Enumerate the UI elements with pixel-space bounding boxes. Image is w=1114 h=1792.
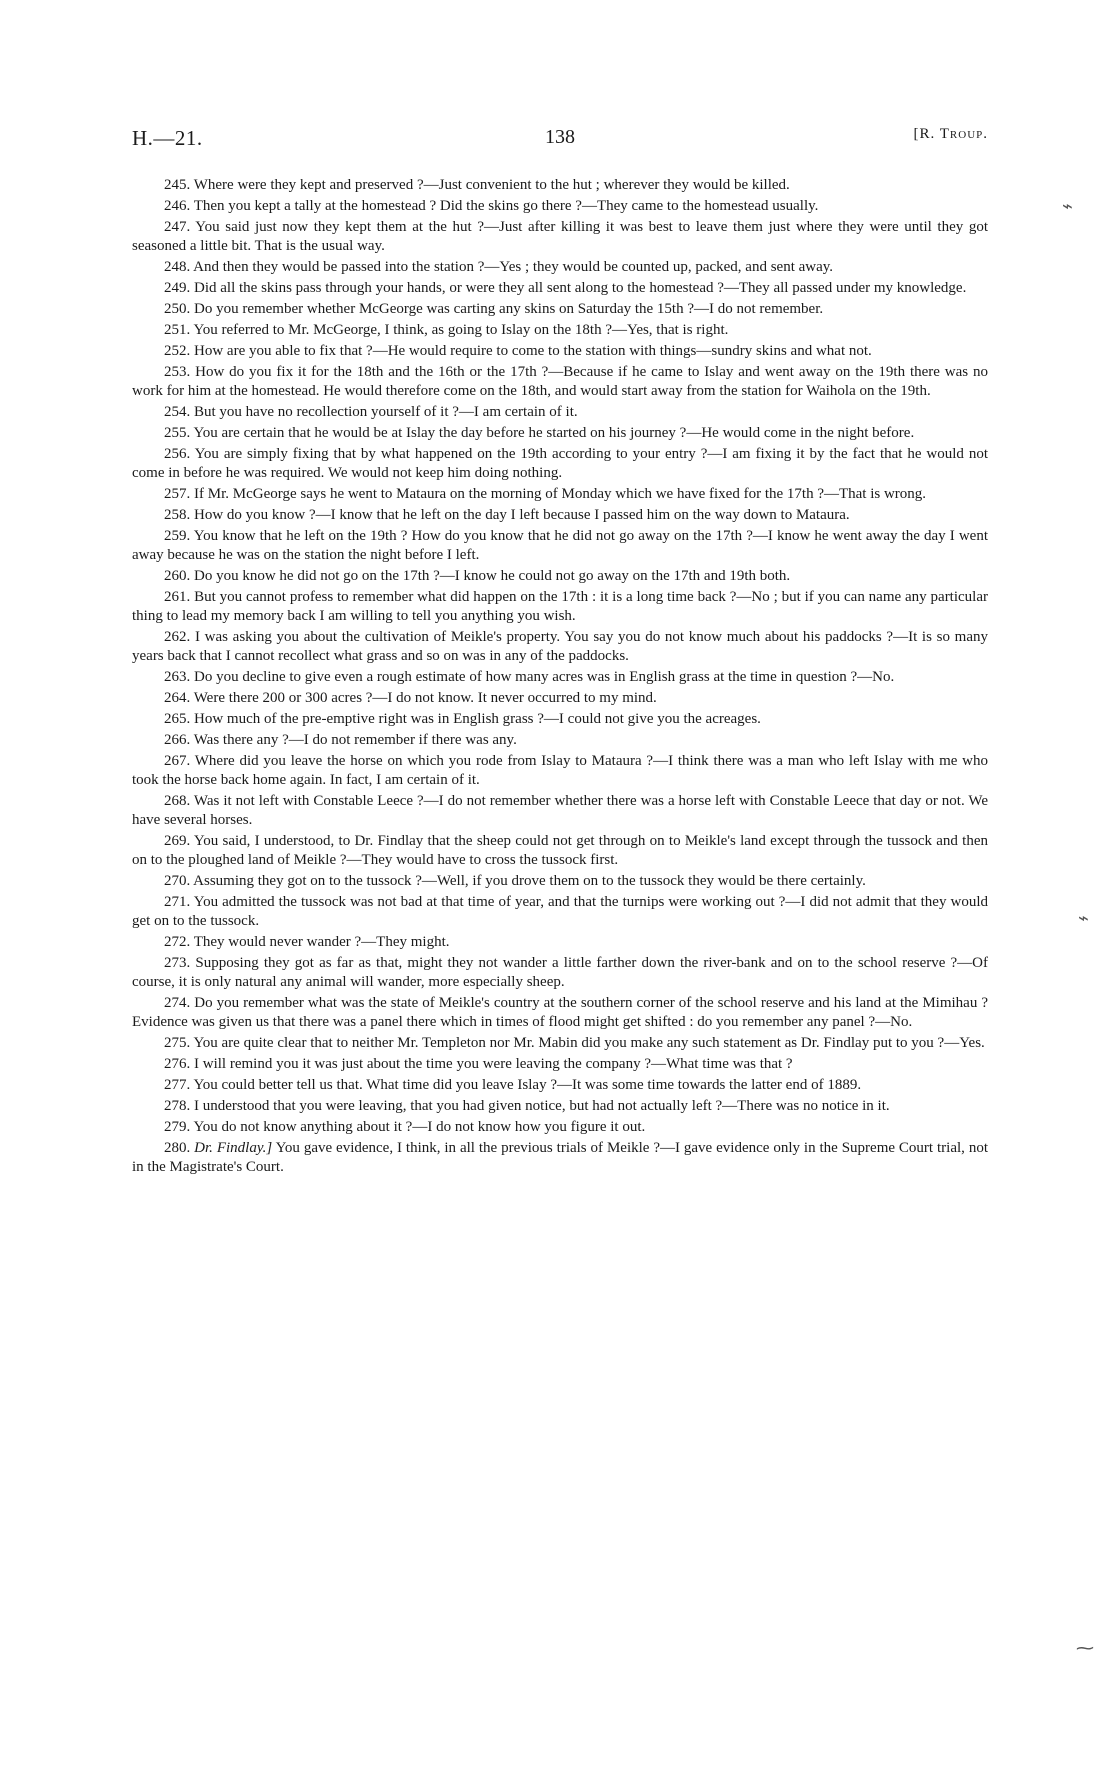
testimony-entry: 273. Supposing they got as far as that, might they not wander a little farther down the river-bank and on to the school reserve ?—Of course, it is only natural any animal will wander, more especially sheep. [132,955,988,990]
testimony-entry: 261. But you cannot profess to remember what did happen on the 17th : it is a long time back ?—No ; but if you can name any particular thing to lead my memory back I am willing to tell you anything you wish. [132,589,988,624]
margin-annotation-mark: ⌁ [1062,196,1073,217]
testimony-body [132,176,988,1177]
testimony-entry: 271. You admitted the tussock was not bad at that time of year, and that the turnips were working out ?—I did not admit that they would get on to the tussock. [132,894,988,929]
testimony-entry: 252. How are you able to fix that ?—He would require to come to the station with things—sundry skins and what not. [164,343,872,359]
testimony-entry-speaker [132,1139,988,1177]
page-number: 138 [545,126,575,148]
testimony-entry: 260. Do you know he did not go on the 17th ?—I know he could not go away on the 17th and 19th both. [164,568,791,584]
testimony-entry: 278. I understood that you were leaving, that you had given notice, but had not actually left ?—There was no notice in it. [164,1098,890,1114]
testimony-entry: 255. You are certain that he would be at Islay the day before he started on his journey ?—He would come in the night before. [164,425,915,441]
paper-reference: H.—21. [132,126,203,150]
entry-text: You gave evidence, I think, in all the previous trials of Meikle ?—I gave evidence only in the Supreme Court trial, not in the Magistrate's Court. [132,1140,988,1175]
testimony-entry: 274. Do you remember what was the state of Meikle's country at the southern corner of the school reserve and his land at the Mimihau ? Evidence was given us that there was a panel there which in times of flood might get shifted : do you remember any panel ?—No. [132,995,988,1030]
testimony-entry: 262. I was asking you about the cultivation of Meikle's property. You say you do not know much about his paddocks ?—It is so many years back that I cannot recollect what grass and so on was in any of the paddocks. [132,629,988,664]
testimony-entry: 245. Where were they kept and preserved ?—Just convenient to the hut ; wherever they would be killed. [164,177,790,193]
page-header [132,126,988,166]
testimony-entry: 249. Did all the skins pass through your hands, or were they all sent along to the homestead ?—They all passed under my knowledge. [164,280,967,296]
testimony-entry: 276. I will remind you it was just about the time you were leaving the company ?—What time was that ? [164,1056,793,1072]
testimony-entry: 250. Do you remember whether McGeorge was carting any skins on Saturday the 15th ?—I do not remember. [164,301,824,317]
document-page [132,126,988,1179]
testimony-entry: 267. Where did you leave the horse on which you rode from Islay to Mataura ?—I think there was a man who left Islay with me who took the horse back home again. In fact, I am certain of it. [132,753,988,788]
testimony-entry: 263. Do you decline to give even a rough estimate of how many acres was in English grass at the time in question ?—No. [164,669,895,685]
testimony-entry: 265. How much of the pre-emptive right was in English grass ?—I could not give you the acreages. [164,711,761,727]
testimony-entry: 246. Then you kept a tally at the homestead ? Did the skins go there ?—They came to the homestead usually. [164,198,819,214]
testimony-entry: 270. Assuming they got on to the tussock ?—Well, if you drove them on to the tussock they would be there certainly. [164,873,866,889]
testimony-entry: 272. They would never wander ?—They might. [164,934,450,950]
entry-number: 280. [164,1140,191,1156]
testimony-entry: 264. Were there 200 or 300 acres ?—I do not know. It never occurred to my mind. [164,690,657,706]
testimony-entry: 251. You referred to Mr. McGeorge, I think, as going to Islay on the 18th ?—Yes, that is right. [164,322,729,338]
testimony-entry: 275. You are quite clear that to neither Mr. Templeton nor Mr. Mabin did you make any such statement as Dr. Findlay put to you ?—Yes. [164,1035,985,1051]
testimony-entry: 254. But you have no recollection yourself of it ?—I am certain of it. [164,404,578,420]
testimony-entry: 257. If Mr. McGeorge says he went to Mataura on the morning of Monday which we have fixed for the 17th ?—That is wrong. [164,486,927,502]
testimony-entry: 258. How do you know ?—I know that he left on the day I left because I passed him on the way down to Mataura. [164,507,850,523]
testimony-entry: 268. Was it not left with Constable Leece ?—I do not remember whether there was a horse left with Constable Leece that day or not. We have several horses. [132,793,988,828]
testimony-entry: 247. You said just now they kept them at the hut ?—Just after killing it was best to leave them just where they were until they got seasoned a little bit. That is the usual way. [132,219,988,254]
testimony-entry: 269. You said, I understood, to Dr. Findlay that the sheep could not get through on to Meikle's land except through the tussock and then on to the ploughed land of Meikle ?—They would have to cross the tussock first. [132,833,988,868]
testimony-entry: 253. How do you fix it for the 18th and the 16th or the 17th ?—Because if he came to Islay and went away on the 19th there was no work for him at the homestead. He would therefore come on the 18th, and would start away from the station for Waihola on the 19th. [132,364,988,399]
witness-name: [R. Troup. [913,126,988,142]
testimony-entry: 277. You could better tell us that. What time did you leave Islay ?—It was some time towards the latter end of 1889. [164,1077,862,1093]
testimony-entry: 279. You do not know anything about it ?—I do not know how you figure it out. [164,1119,646,1135]
testimony-entry: 266. Was there any ?—I do not remember if there was any. [164,732,517,748]
margin-annotation-mark: ⌁ [1078,908,1089,929]
testimony-entry: 248. And then they would be passed into the station ?—Yes ; they would be counted up, packed, and sent away. [164,259,834,275]
testimony-entry: 259. You know that he left on the 19th ? How do you know that he did not go away on the 17th ?—I know he went away the day I went away because he was on the station the night before I left. [132,528,988,563]
speaker-label: Dr. Findlay.] [194,1140,273,1156]
margin-annotation-mark: ⁓ [1076,1638,1094,1659]
testimony-entry: 256. You are simply fixing that by what happened on the 19th according to your entry ?—I am fixing it by the fact that he would not come in before he was required. We would not keep him doing nothing. [132,446,988,481]
